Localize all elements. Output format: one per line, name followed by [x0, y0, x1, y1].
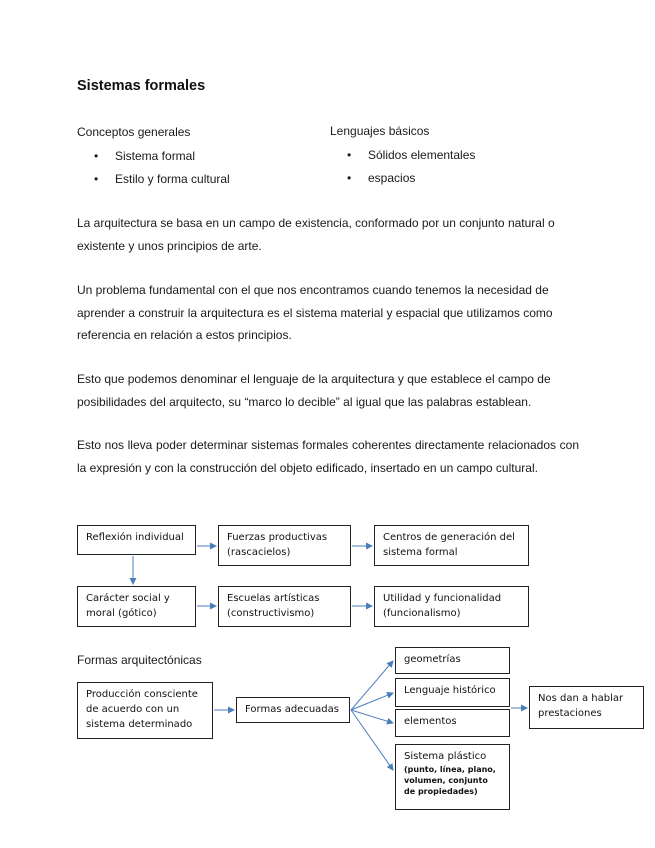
box-centros: Centros de generación del sistema formal [374, 525, 529, 566]
paragraph-2: Un problema fundamental con el que nos encontramos cuando tenemos la necesidad de aprender a construir la arquitectura es el sistema material y espacial que utilizamos como referencia en relación a estos principios. [77, 283, 553, 342]
list-item: • Sistema formal [77, 149, 230, 172]
sistema-plastico-title: Sistema plástico [404, 751, 487, 762]
box-reflexion: Reflexión individual [77, 525, 196, 555]
box-produccion: Producción consciente de acuerdo con un sistema determinado [77, 682, 213, 739]
box-formas-adecuadas: Formas adecuadas [236, 697, 350, 723]
box-prestaciones: Nos dan a hablar prestaciones [529, 686, 644, 729]
box-geometrias: geometrías [395, 647, 510, 674]
box-elementos: elementos [395, 709, 510, 737]
sistema-plastico-sub: (punto, línea, plano, volumen, conjunto de propiedades) [404, 765, 496, 796]
arrow-adecuadas-plastico [351, 710, 393, 770]
paragraph-1: La arquitectura se basa en un campo de existencia, conformado por un conjunto natural o existente y unos principios de arte. [77, 216, 555, 253]
box-utilidad: Utilidad y funcionalidad (funcionalismo) [374, 586, 529, 627]
page-title: Sistemas formales [77, 78, 206, 94]
box-lenguaje: Lenguaje histórico [395, 678, 510, 707]
paragraph-3: Esto que podemos denominar el lenguaje de la arquitectura y que establece el campo de posibilidades del arquitecto, su “marco lo decible” al igual que las palabras establean. [77, 372, 551, 409]
list-item: • espacios [330, 171, 475, 194]
paragraph-4: Esto nos lleva poder determinar sistemas formales coherentes directamente relacionados con la expresión y con la construcción del objeto edificado, insertado en un campo cultural. [77, 438, 579, 475]
list-item: • Estilo y forma cultural [77, 172, 230, 195]
box-fuerzas: Fuerzas productivas (rascacielos) [218, 525, 351, 566]
list-item: • Sólidos elementales [330, 148, 475, 171]
box-caracter: Carácter social y moral (gótico) [77, 586, 196, 627]
arrow-adecuadas-geometrias [351, 661, 393, 710]
formas-heading: Formas arquitectónicas [77, 653, 202, 667]
arrow-adecuadas-elementos [351, 710, 393, 723]
box-escuelas: Escuelas artísticas (constructivismo) [218, 586, 351, 627]
concepts-heading: Conceptos generales [77, 125, 191, 139]
arrow-adecuadas-lenguaje [351, 693, 393, 710]
languages-heading: Lenguajes básicos [330, 124, 430, 138]
